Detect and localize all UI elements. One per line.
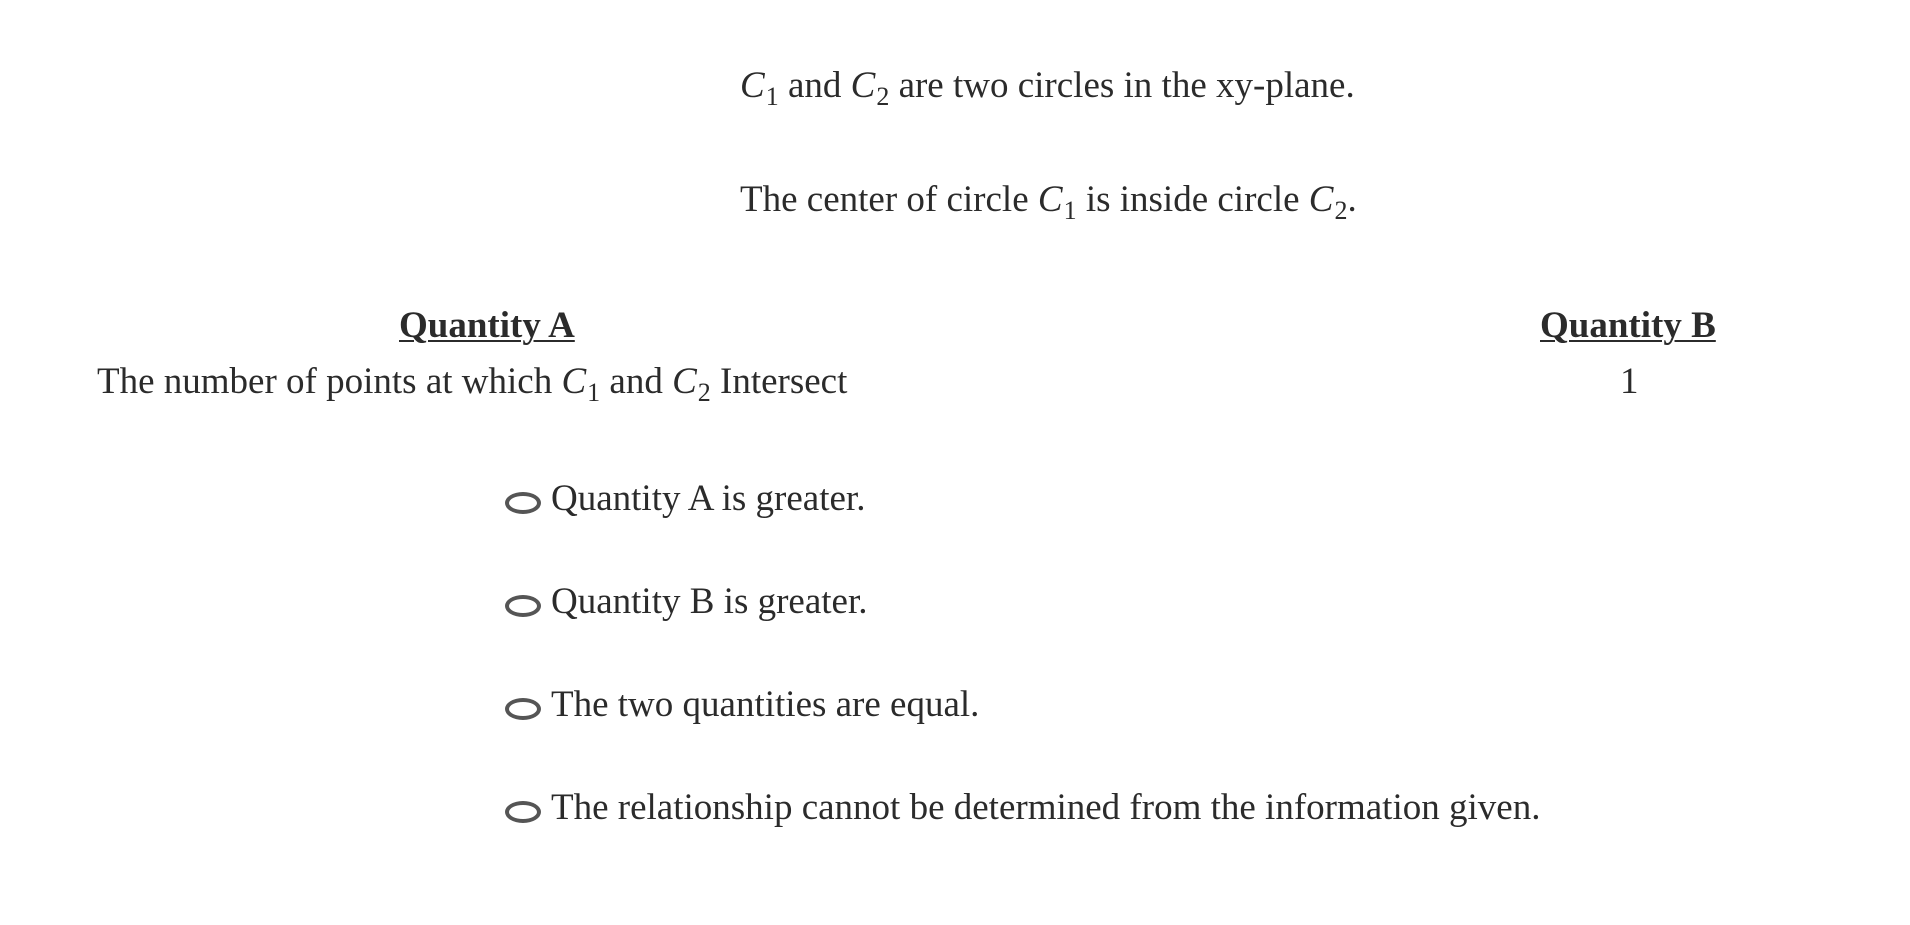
circle-c1-var: C xyxy=(740,65,765,106)
circle-c1-sub: 1 xyxy=(765,82,779,111)
option-label: The two quantities are equal. xyxy=(551,684,980,725)
circle-c2-var: C xyxy=(1308,179,1334,220)
circle-c2-sub: 2 xyxy=(697,378,711,407)
circle-c2-var: C xyxy=(850,65,876,106)
circle-c1-var: C xyxy=(561,361,587,402)
answer-option-a-greater[interactable] xyxy=(505,474,865,524)
option-label: Quantity A is greater. xyxy=(551,478,866,519)
radio-button-icon[interactable] xyxy=(505,698,541,720)
answer-option-equal[interactable] xyxy=(505,680,979,730)
answer-option-b-greater[interactable] xyxy=(505,577,868,627)
radio-button-icon[interactable] xyxy=(505,595,541,617)
answer-option-cannot-determine[interactable] xyxy=(505,783,1540,833)
option-label: Quantity B is greater. xyxy=(551,581,868,622)
circle-c2-sub: 2 xyxy=(876,82,890,111)
stem-line-1-rest: are two circles in the xy-plane. xyxy=(889,65,1355,106)
stem-line-2 xyxy=(740,178,1357,225)
circle-c1-var: C xyxy=(1037,179,1063,220)
circle-c2-sub: 2 xyxy=(1334,196,1348,225)
stem-line-2-end: . xyxy=(1347,179,1357,220)
option-label: The relationship cannot be determined from the information given. xyxy=(551,787,1541,828)
circle-c1-sub: 1 xyxy=(1063,196,1077,225)
stem-line-1 xyxy=(740,64,1355,111)
quantity-b-value: 1 xyxy=(1620,361,1639,402)
circle-c1-sub: 1 xyxy=(587,378,601,407)
quantity-b-header: Quantity B xyxy=(1540,305,1716,346)
stem-line-2-pre: The center of circle xyxy=(740,179,1038,220)
radio-button-icon[interactable] xyxy=(505,801,541,823)
quantity-a-text xyxy=(97,360,848,407)
stem-line-2-mid: is inside circle xyxy=(1076,179,1309,220)
circle-c2-var: C xyxy=(672,361,697,402)
quantity-a-post: Intersect xyxy=(710,361,848,402)
radio-button-icon[interactable] xyxy=(505,492,541,514)
quantity-a-pre: The number of points at which xyxy=(97,361,562,402)
quantity-a-header: Quantity A xyxy=(399,305,575,346)
stem-line-1-and: and xyxy=(778,65,851,106)
quantity-a-and: and xyxy=(600,361,673,402)
